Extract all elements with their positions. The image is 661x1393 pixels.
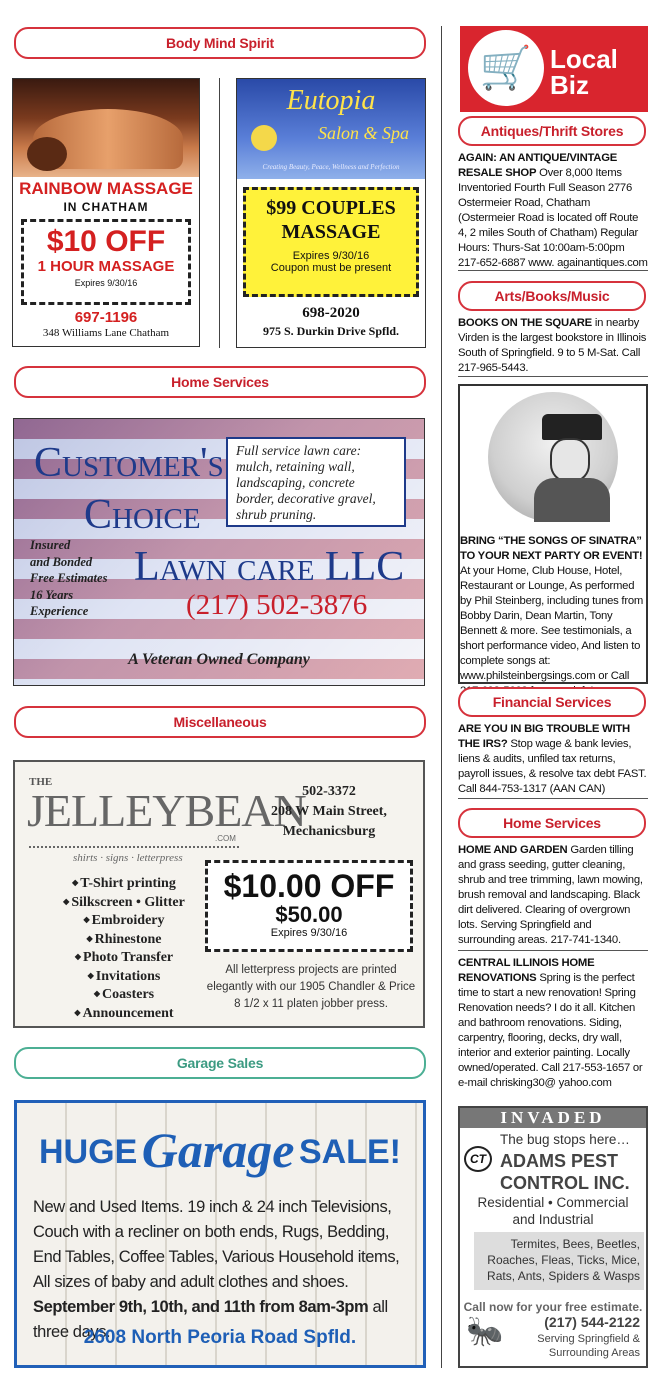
title-garage: Garage <box>141 1122 295 1178</box>
ad-subtitle: Salon & Spa <box>317 123 409 143</box>
listing-title: BOOKS ON THE SQUARE <box>458 317 592 329</box>
listing-body: At your Home, Club House, Hotel, Restaurant or Lounge, As performed by Phil Steinberg, including tunes from Bobby Darin, Dean Martin, Tony Bennett & more. See testimonials, a short performance video, And listen to complete songs at: www.philsteinbergsings.com or Call <box>460 565 644 682</box>
jelleybean-ad[interactable] <box>13 760 425 1028</box>
ct-logo-icon: CT <box>464 1146 492 1172</box>
listing-again-antiques[interactable] <box>458 151 648 271</box>
listing-title: HOME AND GARDEN <box>458 844 568 856</box>
service-area: Serving Springfield & Surrounding Areas <box>537 1333 640 1359</box>
customers-choice-lawn-ad[interactable] <box>13 418 425 686</box>
section-header-arts: Arts/Books/Music <box>458 281 646 311</box>
feature-item: Experience <box>30 604 89 618</box>
sale-dates: September 9th, 10th, and 11th from 8am-3pm <box>33 1298 369 1316</box>
banner-title-line2: Biz <box>550 70 589 100</box>
call-to-action: Call now for your free estimate. <box>463 1300 643 1314</box>
feature-item: and Bonded <box>30 554 93 569</box>
ad-subtitle: IN CHATHAM <box>63 200 149 214</box>
list-item: ◆ Rhinestone <box>29 930 219 949</box>
rainbow-massage-ad[interactable] <box>12 78 200 347</box>
coupon-offer: $10 OFF <box>46 225 166 258</box>
jelleybean-logo: JELLEYBEAN <box>27 785 306 836</box>
column-divider <box>441 26 442 1368</box>
section-header-miscellaneous: Miscellaneous <box>14 706 426 738</box>
section-header-home-services: Home Services <box>14 366 426 398</box>
listing-title: AGAIN: AN ANTIQUE/VINTAGE RESALE SHOP <box>458 152 618 179</box>
listing-title: ARE YOU IN BIG TROUBLE WITH THE IRS? <box>458 723 630 750</box>
ad-body <box>33 1195 417 1345</box>
list-item: ◆ Silkscreen • Glitter <box>29 893 219 912</box>
ad-address: 975 S. Durkin Drive Spfld. <box>262 324 400 338</box>
ad-street: 208 W Main Street, <box>271 804 387 819</box>
listing-body: Over 8,000 Items Inventoried Fourth Full Season 2776 Ostermeier Road, Chatham (Ostermeier Road is located off Route 4, 2 miles South of Chatham) Regular Hours: Thurs-Sat 10:00am-5:00pm 217-652-6887 www. againantiques.com <box>458 167 648 269</box>
coupon-detail: 1 HOUR MASSAGE <box>37 258 175 275</box>
list-item: ◆ Coasters <box>29 985 219 1004</box>
coupon-offer-line2: MASSAGE <box>281 221 381 243</box>
section-header-garage-sales: Garage Sales <box>14 1047 426 1079</box>
listing-title: BRING “THE SONGS OF SINATRA” TO YOUR NEXT PARTY OR EVENT! <box>460 535 643 562</box>
listing-title: CENTRAL ILLINOIS HOME RENOVATIONS <box>458 957 595 984</box>
ad-title: RAINBOW MASSAGE <box>19 179 193 198</box>
ant-icon: 🐜 <box>466 1315 504 1348</box>
local-biz-banner <box>460 26 648 112</box>
coupon-expiry: Expires 9/30/16 <box>270 927 348 939</box>
suit-shape <box>534 478 610 522</box>
ad-divider <box>219 78 220 348</box>
coupon <box>205 860 413 952</box>
ad-tagline: shirts · signs · letterpress <box>73 852 183 864</box>
list-item: ◆ Photo Transfer <box>29 948 219 967</box>
ad-phone: 697-1196 <box>74 309 138 326</box>
list-item: ◆ T-Shirt printing <box>29 874 219 893</box>
adams-pest-ad[interactable] <box>458 1106 648 1368</box>
letterpress-note: All letterpress projects are printed elegantly with our 1905 Chandler & Price 8 1/2 x 11 platen jobber press. <box>206 964 416 1010</box>
ad-text <box>460 534 646 699</box>
coupon-offer: $10.00 OFF <box>223 868 395 904</box>
listing-body: Garden tilling and grass seeding, gutter cleaning, shrub and tree trimming, lawn mowing, brush removal and landscaping. Black dirt delivered. Clearing of overgrown lots. Serving Springfield and surrounding areas. 217-741-1340. <box>458 844 643 946</box>
feature-item: 16 Years <box>30 587 74 602</box>
ad-phone: 502-3372 <box>302 784 356 799</box>
service-types <box>460 1194 646 1228</box>
logo-com: .COM <box>215 834 236 843</box>
features-list <box>30 537 107 620</box>
section-header-antiques: Antiques/Thrift Stores <box>458 116 646 146</box>
veteran-owned-tagline: A Veteran Owned Company <box>128 651 310 668</box>
ad-phone: 698-2020 <box>302 305 360 321</box>
ad-tagline: Creating Beauty, Peace, Wellness and Perfection <box>262 163 400 171</box>
services-box: Full service lawn care: mulch, retaining wall, landscaping, concrete border, decorative gravel, shrub pruning. <box>226 437 406 527</box>
coupon-expiry: Expires 9/30/16 <box>292 250 370 262</box>
invaded-banner: INVADED <box>460 1108 646 1128</box>
list-item: ◆ Announcement <box>29 1004 219 1023</box>
divider <box>458 950 648 951</box>
listing-body: in nearby Virden is the largest bookstore in Illinois South of Springfield. 9 to 5 M-Sat. Call 217-965-5443. <box>458 317 647 374</box>
company-name-line1: ADAMS PEST <box>500 1151 619 1171</box>
massage-photo <box>13 79 199 177</box>
section-header-financial: Financial Services <box>458 687 646 717</box>
ad-address: 2608 North Peoria Road Spfld. <box>83 1327 357 1348</box>
massage-head-image <box>27 137 67 171</box>
company-name-line1: Customer's <box>34 440 224 486</box>
sale-dates-tail: all three days. <box>33 1298 388 1341</box>
listing-home-renovations[interactable] <box>458 956 648 1091</box>
company-name <box>500 1150 630 1194</box>
service-residential: Residential • Commercial <box>477 1195 629 1210</box>
section-header-home-services-right: Home Services <box>458 808 646 838</box>
service-industrial: and Industrial <box>512 1212 594 1227</box>
section-header-body-mind-spirit: Body Mind Spirit <box>14 27 426 59</box>
list-item: ◆ Embroidery <box>29 911 219 930</box>
ad-tagline: The bug stops here… <box>500 1132 630 1147</box>
coupon <box>21 219 191 305</box>
listing-irs[interactable] <box>458 722 648 797</box>
sinatra-ad[interactable] <box>458 384 648 684</box>
ad-phone: (217) 544-2122 <box>544 1314 640 1330</box>
sale-items: New and Used Items. 19 inch & 24 inch Televisions, Couch with a recliner on both ends, Rugs, Bedding, End Tables, Coffee Tables, Various Household items, All sizes of baby and adult clothes and shoes. <box>33 1198 400 1291</box>
title-sale: SALE! <box>298 1133 401 1171</box>
services-list <box>29 874 219 1022</box>
ad-title <box>17 1121 423 1179</box>
listing-body: Stop wage & bank levies, liens & audits, unfiled tax returns, payroll issues, & resolve tax debt FAST. Call 844-753-1317 (AAN CAN) <box>458 738 647 795</box>
listing-body: Spring is the perfect time to start a new renovation! Spring Renovation needs? I do it all. Kitchen and bathroom renovations. Siding, carpentry, flooring, decks, dry wall, interior and exterior painting. Locally owned/operated. Call 217-553-1657 or e-mail chrisking30@ yahoo.com <box>458 972 643 1089</box>
banner-title-line1: Local <box>550 44 618 74</box>
garage-sale-ad[interactable] <box>14 1100 426 1368</box>
logo-the: THE <box>29 776 53 788</box>
divider <box>458 798 648 799</box>
listing-books-on-the-square[interactable] <box>458 316 648 376</box>
coupon-expiry: Expires 9/30/16 <box>74 278 138 288</box>
coupon <box>243 187 419 297</box>
company-name-line3: Lawn care LLC <box>134 544 405 590</box>
ad-address: 348 Williams Lane Chatham <box>42 327 170 339</box>
company-name-line2: CONTROL INC. <box>500 1173 630 1193</box>
title-huge: HUGE <box>39 1133 138 1171</box>
list-item: ◆ Invitations <box>29 967 219 986</box>
ad-title: Eutopia <box>286 85 376 116</box>
logo-underline <box>29 846 239 848</box>
coupon-price: $50.00 <box>275 902 343 927</box>
shopping-cart-icon: 🛒 <box>468 30 544 106</box>
ad-phone: (217) 502-3876 <box>186 589 368 621</box>
feature-item: Free Estimates <box>30 571 108 585</box>
face-shape <box>550 438 590 482</box>
pests-list: Termites, Bees, Beetles, Roaches, Fleas, Ticks, Mice, Rats, Ants, Spiders & Wasps <box>474 1232 644 1290</box>
listing-home-and-garden[interactable] <box>458 843 648 948</box>
divider <box>458 376 648 377</box>
hat-shape <box>542 414 602 440</box>
coupon-offer-line1: $99 COUPLES <box>266 197 396 219</box>
company-name-line2: Choice <box>84 492 201 538</box>
feature-item: Insured <box>30 538 71 552</box>
eutopia-salon-ad[interactable] <box>236 78 426 348</box>
divider <box>458 270 648 271</box>
singer-illustration <box>488 392 618 522</box>
contact-block <box>239 782 419 842</box>
ad-city: Mechanicsburg <box>282 824 376 839</box>
coupon-condition: Coupon must be present <box>270 262 392 274</box>
banner-title <box>550 46 618 98</box>
